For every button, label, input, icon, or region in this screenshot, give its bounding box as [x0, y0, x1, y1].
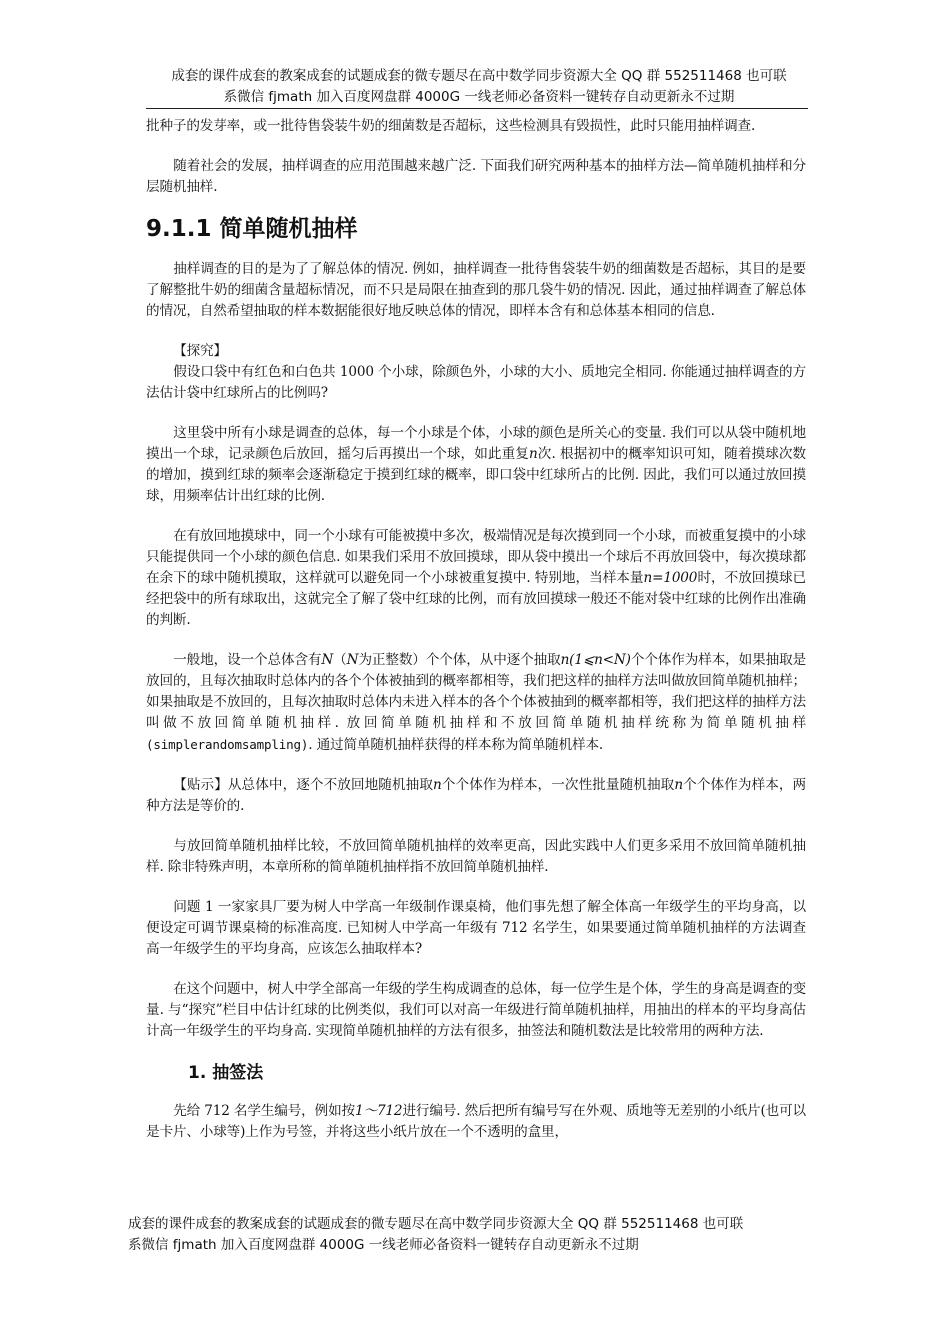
paragraph-definition: 一般地，设一个总体含有N（N为正整数）个个体，从中逐个抽取n(1⩽n<N)个个体作为样本，如果抽取是放回的，且每次抽取时总体内的各个个体被抽到的概率都相等，我们把这样的抽样方法叫做放回简单随机抽样；如果抽取是不放回的，且每次抽取时总体内未进入样本的各个个体被抽到的概率都相等，我们把这样的抽样方法叫做不放回简单随机抽样. 放回简单随机抽样和不放回简单随机抽样统称为简单随机抽样(simplerandomsampling). 通过简单随机抽样获得的样本称为简单随机样本. [146, 652, 806, 753]
variable-n-tip-2: n [674, 777, 683, 793]
math-sample-size: n=1000 [643, 570, 698, 586]
paragraph-lottery-method: 先给 712 名学生编号，例如按1～712进行编号. 然后把所有编号写在外观、质地等无差别的小纸片(也可以是卡片、小球等)上作为号签，并将这些小纸片放在一个不透明的盒里， [146, 1103, 806, 1140]
tip-paragraph: 【贴示】从总体中，逐个不放回地随机抽取n个个体作为样本，一次性批量随机抽取n个个体作为样本，两种方法是等价的. [146, 777, 806, 814]
subsection-title: 1. 抽签法 [188, 1063, 264, 1083]
paragraph-continued: 批种子的发芽率，或一批待售袋装牛奶的细菌数是否超标，这些检测具有毁损性，此时只能用抽样调查. [146, 118, 756, 134]
page-header [150, 66, 808, 108]
page-body [146, 116, 806, 1143]
variable-n: n [528, 446, 538, 462]
section-title: 9.1.1 简单随机抽样 [146, 216, 358, 242]
footer-line-2: 系微信 fjmath 加入百度网盘群 4000G 一线老师必备资料一键转存自动更新永不过期 [128, 1237, 639, 1253]
paragraph-intro: 随着社会的发展，抽样调查的应用范围越来越广泛. 下面我们研究两种基本的抽样方法—简单随机抽样和分层随机抽样. [146, 158, 806, 195]
header-divider [146, 108, 808, 109]
explore-label: 【探究】 [173, 343, 227, 359]
page-footer [128, 1214, 828, 1256]
footer-line-1: 成套的课件成套的教案成套的试题成套的微专题尽在高中数学同步资源大全 QQ 群 552511468 也可联 [128, 1216, 744, 1232]
paragraph-explore: 假设口袋中有红色和白色共 1000 个小球，除颜色外，小球的大小、质地完全相同. 你能通过抽样调查的方法估计袋中红球所占的比例吗? [146, 364, 806, 401]
math-number-range: 1～712 [354, 1103, 403, 1119]
english-term: (simplerandomsampling) [146, 737, 309, 752]
header-line-2: 系微信 fjmath 加入百度网盘群 4000G 一线老师必备资料一键转存自动更新永不过期 [223, 89, 735, 105]
variable-n-tip-1: n [433, 777, 442, 793]
paragraph-problem-1: 问题 1 一家家具厂要为树人中学高一年级制作课桌椅，他们事先想了解全体高一年级学生的平均身高，以便设定可调节课桌椅的标准高度. 已知树人中学高一年级有 712 名学生，如果要通过简单随机抽样的方法调查高一年级学生的平均身高，应该怎么抽取样本? [146, 899, 806, 957]
paragraph-purpose: 抽样调查的目的是为了了解总体的情况. 例如，抽样调查一批待售袋装牛奶的细菌数是否超标，其目的是要了解整批牛奶的细菌含量超标情况，而不只是局限在抽查到的那几袋牛奶的情况. 因此，通过抽样调查了解总体的情况，自然希望抽取的样本数据能很好地反映总体的情况，即样本含有和总体基本相同的信息. [146, 261, 806, 319]
paragraph-problem-analysis: 在这个问题中，树人中学全部高一年级的学生构成调查的总体，每一位学生是个体，学生的身高是调查的变量. 与“探究”栏目中估计红球的比例类似，我们可以对高一年级进行简单随机抽样，用抽出的样本的平均身高估计高一年级学生的平均身高. 实现简单随机抽样的方法有很多，抽签法和随机数法是比较常用的两种方法. [146, 981, 806, 1039]
header-line-1: 成套的课件成套的教案成套的试题成套的微专题尽在高中数学同步资源大全 QQ 群 552511468 也可联 [171, 68, 787, 84]
variable-N-2: N [346, 652, 359, 668]
paragraph-with-replacement: 这里袋中所有小球是调查的总体，每一个小球是个体，小球的颜色是所关心的变量. 我们可以从袋中随机地摸出一个球，记录颜色后放回，摇匀后再摸出一个球，如此重复n次. 根据初中的概率知识可知，随着摸球次数的增加，摸到红球的频率会逐渐稳定于摸到红球的概率，即口袋中红球所占的比例. 因此，我们可以通过放回摸球，用频率估计出红球的比例. [146, 425, 806, 504]
paragraph-efficiency: 与放回简单随机抽样比较，不放回简单随机抽样的效率更高，因此实践中人们更多采用不放回简单随机抽样. 除非特殊声明，本章所称的简单随机抽样指不放回简单随机抽样. [146, 838, 806, 875]
paragraph-without-replacement: 在有放回地摸球中，同一个小球有可能被摸中多次，极端情况是每次摸到同一个小球，而被重复摸中的小球只能提供同一个小球的颜色信息. 如果我们采用不放回摸球，即从袋中摸出一个球后不再放回袋中，每次摸球都在余下的球中随机摸取，这样就可以避免同一个小球被重复摸中. 特别地，当样本量n=1000时，不放回摸球已经把袋中的所有球取出，这就完全了解了袋中红球的比例，而有放回摸球一般还不能对袋中红球的比例作出准确的判断. [146, 528, 806, 628]
variable-N: N [321, 652, 334, 668]
math-range: n(1⩽n<N) [560, 652, 631, 668]
